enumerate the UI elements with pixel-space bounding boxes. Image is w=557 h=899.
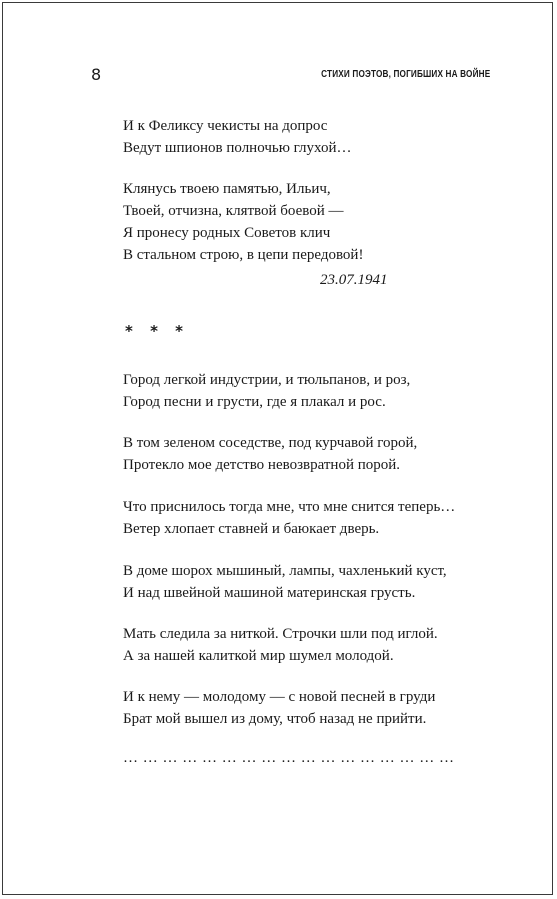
poem-line: И к Феликсу чекисты на допрос xyxy=(123,118,328,134)
poem-date: 23.07.1941 xyxy=(320,272,388,288)
poem-line: В доме шорох мышиный, лампы, чахленький куст, xyxy=(123,563,447,579)
poem-line: Брат мой вышел из дому, чтоб назад не прийти. xyxy=(123,711,427,727)
poem-line: Я пронесу родных Советов клич xyxy=(123,225,331,241)
poem-line: А за нашей калиткой мир шумел молодой. xyxy=(123,648,394,664)
poem-line: Протекло мое детство невозвратной порой. xyxy=(123,457,401,473)
poem-line: И к нему — молодому — с новой песней в груди xyxy=(123,689,436,705)
poem-line: Что приснилось тогда мне, что мне снится теперь… xyxy=(123,499,456,515)
poem-line: Ветер хлопает ставней и баюкает дверь. xyxy=(123,521,380,537)
running-head: СТИХИ ПОЭТОВ, ПОГИБШИХ НА ВОЙНЕ xyxy=(320,69,490,80)
poem-line: Ведут шпионов полночью глухой… xyxy=(123,140,352,156)
poem-line: Твоей, отчизна, клятвой боевой — xyxy=(123,203,344,219)
page-number: 8 xyxy=(91,65,102,84)
poem-line: Город легкой индустрии, и тюльпанов, и роз, xyxy=(123,372,411,388)
poem-line: В том зеленом соседстве, под курчавой горой, xyxy=(123,435,418,451)
section-separator: * * * xyxy=(125,322,189,340)
poem-line: И над швейной машиной материнская грусть. xyxy=(123,585,416,601)
poem-line: Город песни и грусти, где я плакал и рос. xyxy=(123,394,386,410)
ellipsis-row: … … … … … … … … … … … … … … … … … xyxy=(123,750,455,766)
poem-line: В стальном строю, в цепи передовой! xyxy=(123,247,364,263)
poem-line: Клянусь твоею памятью, Ильич, xyxy=(123,181,331,197)
poem-line: Мать следила за ниткой. Строчки шли под иглой. xyxy=(123,626,438,642)
